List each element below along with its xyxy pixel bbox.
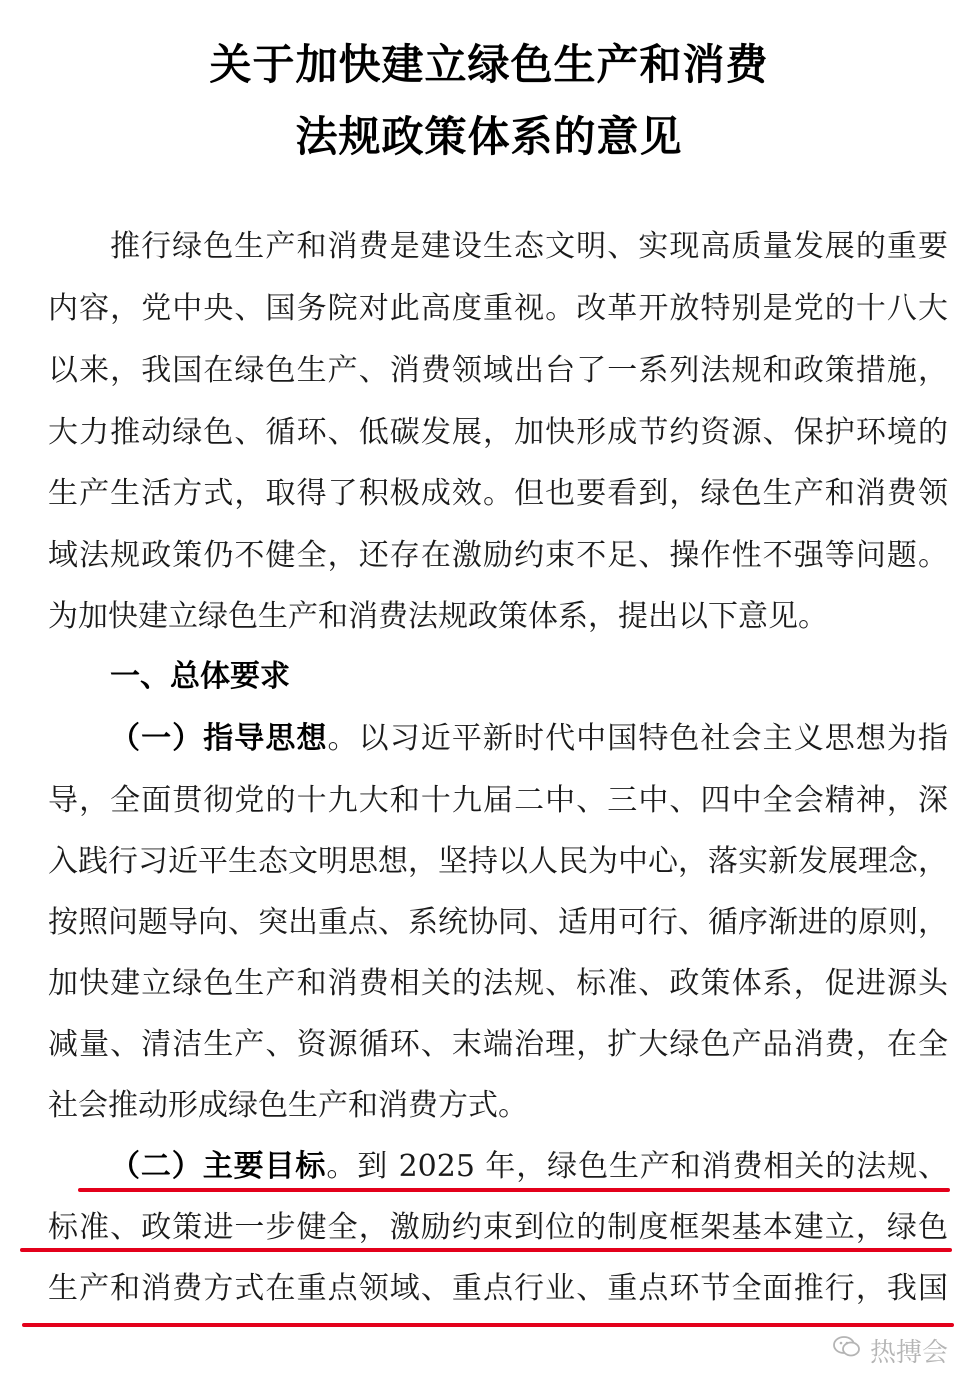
paragraph-line: 推行绿色生产和消费是建设生态文明、实现高质量发展的重要 [110,229,948,264]
red-underline [78,1188,950,1192]
title-line-1: 关于加快建立绿色生产和消费 [209,40,769,89]
red-underline [22,1323,954,1327]
paragraph-line: 标准、政策进一步健全，激励约束到位的制度框架基本建立，绿色 [48,1210,948,1245]
section-heading: 一、总体要求 [110,659,290,694]
clause-text: 。以习近平新时代中国特色社会主义思想为指 [327,721,949,756]
paragraph-line [110,721,949,756]
paragraph-line: 入践行习近平生态文明思想，坚持以人民为中心，落实新发展理念， [48,844,948,879]
paragraph-line: 大力推动绿色、循环、低碳发展，加快形成节约资源、保护环境的 [48,415,948,450]
clause-heading: （二）主要目标 [110,1149,327,1184]
clause-heading: （一）指导思想 [110,721,328,756]
wechat-icon [832,1333,862,1368]
paragraph-line: 按照问题导向、突出重点、系统协同、适用可行、循序渐进的原则， [48,905,948,940]
paragraph-line: 生产和消费方式在重点领域、重点行业、重点环节全面推行，我国 [48,1271,948,1306]
paragraph-line: 以来，我国在绿色生产、消费领域出台了一系列法规和政策措施， [48,353,948,388]
paragraph-line: 社会推动形成绿色生产和消费方式。 [48,1088,528,1123]
title-line-2: 法规政策体系的意见 [295,112,683,161]
paragraph-line: 为加快建立绿色生产和消费法规政策体系，提出以下意见。 [48,599,828,634]
paragraph-line: 导，全面贯彻党的十九大和十九届二中、三中、四中全会精神，深 [48,783,948,818]
paragraph-line: 生产生活方式，取得了积极成效。但也要看到，绿色生产和消费领 [48,476,948,511]
paragraph-line: 加快建立绿色生产和消费相关的法规、标准、政策体系，促进源头 [48,966,948,1001]
paragraph-line: 内容，党中央、国务院对此高度重视。改革开放特别是党的十八大 [48,291,948,326]
paragraph-line [110,1149,949,1184]
watermark [832,1332,948,1369]
clause-text: 。到 2025 年，绿色生产和消费相关的法规、 [326,1149,949,1184]
paragraph-line: 减量、清洁生产、资源循环、末端治理，扩大绿色产品消费，在全 [48,1027,948,1062]
watermark-text: 热搏会 [869,1338,948,1368]
red-underline [20,1248,952,1252]
paragraph-line: 域法规政策仍不健全，还存在激励约束不足、操作性不强等问题。 [48,538,948,573]
